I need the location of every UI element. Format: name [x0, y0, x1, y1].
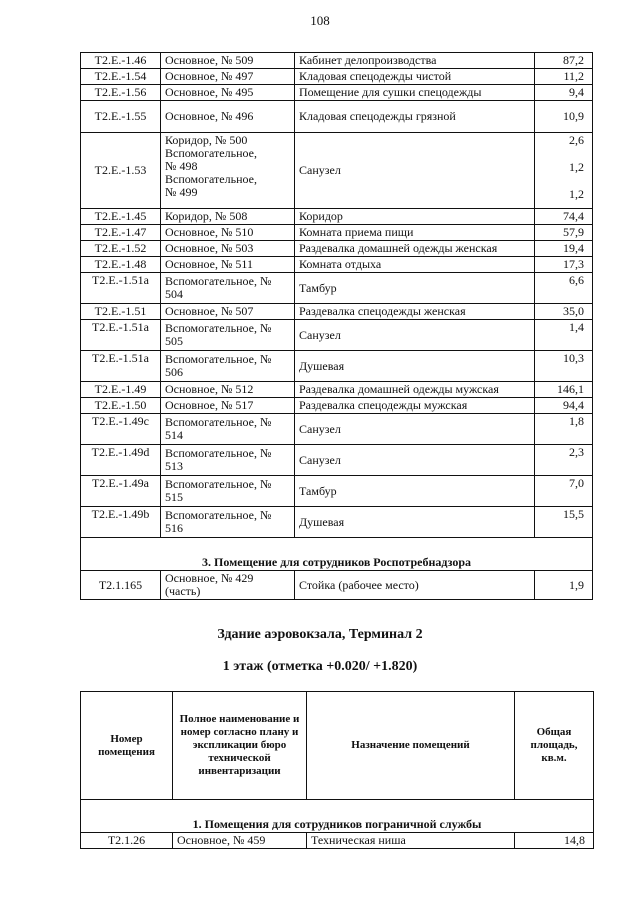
room-id: T2.E.-1.49a — [81, 476, 161, 507]
room-id: T2.E.-1.45 — [81, 209, 161, 225]
room-purpose: Санузел — [295, 414, 535, 445]
room-purpose: Тамбур — [295, 273, 535, 304]
room-purpose: Душевая — [295, 507, 535, 538]
room-id: T2.1.165 — [81, 571, 161, 600]
room-purpose: Душевая — [295, 351, 535, 382]
table-row — [81, 571, 593, 600]
room-area: 10,9 — [535, 101, 593, 133]
room-type: Основное, № 496 — [161, 101, 295, 133]
room-id: T2.E.-1.54 — [81, 69, 161, 85]
room-area: 94,4 — [535, 398, 593, 414]
room-area: 9,4 — [535, 85, 593, 101]
table-row — [81, 304, 593, 320]
room-type: Вспомогательное, № 515 — [161, 476, 295, 507]
room-type: Основное, № 503 — [161, 241, 295, 257]
room-purpose: Комната отдыха — [295, 257, 535, 273]
room-area: 2,3 — [535, 445, 593, 476]
rooms-table-terminal2 — [80, 691, 594, 849]
room-purpose: Тамбур — [295, 476, 535, 507]
table-row — [81, 414, 593, 445]
room-id: T2.E.-1.46 — [81, 53, 161, 69]
room-purpose: Комната приема пищи — [295, 225, 535, 241]
table-row — [81, 507, 593, 538]
table-row — [81, 133, 593, 209]
room-purpose: Техническая ниша — [307, 833, 515, 849]
room-area: 146,1 — [535, 382, 593, 398]
room-purpose: Санузел — [295, 320, 535, 351]
table-row — [81, 241, 593, 257]
header-area: Общая площадь, кв.м. — [515, 692, 594, 800]
table-row — [81, 85, 593, 101]
table-row — [81, 833, 594, 849]
table-row — [81, 225, 593, 241]
header-full-name: Полное наименование и номер согласно плану и экспликации бюро технической инвентаризации — [173, 692, 307, 800]
table-row — [81, 351, 593, 382]
table-row — [81, 382, 593, 398]
building-title: Здание аэровокзала, Терминал 2 — [217, 627, 423, 642]
room-id: T2.E.-1.47 — [81, 225, 161, 241]
room-type: Вспомогательное, № 514 — [161, 414, 295, 445]
room-area: 1,4 — [535, 320, 593, 351]
room-purpose: Раздевалка домашней одежды мужская — [295, 382, 535, 398]
room-type: Основное, № 429 (часть) — [161, 571, 295, 600]
room-type: Вспомогательное, № 513 — [161, 445, 295, 476]
room-id: T2.1.26 — [81, 833, 173, 849]
room-type: Основное, № 507 — [161, 304, 295, 320]
room-area: 10,3 — [535, 351, 593, 382]
room-id: T2.E.-1.55 — [81, 101, 161, 133]
section-row — [81, 800, 594, 833]
room-id: T2.E.-1.51a — [81, 351, 161, 382]
room-type: Основное, № 511 — [161, 257, 295, 273]
table-row — [81, 69, 593, 85]
room-area: 6,6 — [535, 273, 593, 304]
table-row — [81, 476, 593, 507]
table-row — [81, 53, 593, 69]
room-area: 74,4 — [535, 209, 593, 225]
room-area: 35,0 — [535, 304, 593, 320]
room-id: T2.E.-1.52 — [81, 241, 161, 257]
room-purpose: Санузел — [295, 445, 535, 476]
room-area: 19,4 — [535, 241, 593, 257]
room-purpose: Кабинет делопроизводства — [295, 53, 535, 69]
room-area: 2,6 1,2 1,2 — [535, 133, 593, 209]
room-purpose: Стойка (рабочее место) — [295, 571, 535, 600]
room-id: T2.E.-1.51a — [81, 273, 161, 304]
room-id: T2.E.-1.49b — [81, 507, 161, 538]
room-type: Вспомогательное, № 504 — [161, 273, 295, 304]
room-type: Основное, № 509 — [161, 53, 295, 69]
room-area: 17,3 — [535, 257, 593, 273]
table-row — [81, 257, 593, 273]
room-type: Коридор, № 508 — [161, 209, 295, 225]
room-type: Основное, № 510 — [161, 225, 295, 241]
room-type: Основное, № 517 — [161, 398, 295, 414]
section-title: 1. Помещения для сотрудников пограничной службы — [81, 800, 594, 833]
room-id: T2.E.-1.53 — [81, 133, 161, 209]
table-row — [81, 101, 593, 133]
section-row — [81, 538, 593, 571]
room-area: 11,2 — [535, 69, 593, 85]
floor-title: 1 этаж (отметка +0.020/ +1.820) — [222, 659, 418, 674]
room-type: Вспомогательное, № 505 — [161, 320, 295, 351]
room-area: 87,2 — [535, 53, 593, 69]
room-id: T2.E.-1.48 — [81, 257, 161, 273]
room-id: T2.E.-1.50 — [81, 398, 161, 414]
room-id: T2.E.-1.51 — [81, 304, 161, 320]
header-purpose: Назначение помещений — [307, 692, 515, 800]
page-number: 108 — [310, 13, 330, 28]
room-type: Вспомогательное, № 516 — [161, 507, 295, 538]
room-area: 7,0 — [535, 476, 593, 507]
room-purpose: Помещение для сушки спецодежды — [295, 85, 535, 101]
room-id: T2.E.-1.49 — [81, 382, 161, 398]
room-id: T2.E.-1.51a — [81, 320, 161, 351]
table-row — [81, 209, 593, 225]
section-title: 3. Помещение для сотрудников Роспотребнадзора — [81, 538, 593, 571]
room-type: Коридор, № 500 Вспомогательное, № 498 Вспомогательное, № 499 — [161, 133, 295, 209]
room-id: T2.E.-1.49d — [81, 445, 161, 476]
room-id: T2.E.-1.56 — [81, 85, 161, 101]
room-purpose: Кладовая спецодежды грязной — [295, 101, 535, 133]
room-purpose: Коридор — [295, 209, 535, 225]
room-id: T2.E.-1.49c — [81, 414, 161, 445]
table-row — [81, 445, 593, 476]
room-area: 1,9 — [535, 571, 593, 600]
room-type: Основное, № 459 — [173, 833, 307, 849]
room-type: Основное, № 495 — [161, 85, 295, 101]
room-purpose: Раздевалка спецодежды мужская — [295, 398, 535, 414]
room-area: 14,8 — [515, 833, 594, 849]
header-room-number: Номер помещения — [81, 692, 173, 800]
room-area: 57,9 — [535, 225, 593, 241]
table-row — [81, 320, 593, 351]
room-area: 1,8 — [535, 414, 593, 445]
room-type: Основное, № 512 — [161, 382, 295, 398]
room-purpose: Раздевалка спецодежды женская — [295, 304, 535, 320]
table-row — [81, 398, 593, 414]
table-row — [81, 273, 593, 304]
room-purpose: Санузел — [295, 133, 535, 209]
room-area: 15,5 — [535, 507, 593, 538]
header-row — [81, 692, 594, 800]
room-type: Вспомогательное, № 506 — [161, 351, 295, 382]
room-purpose: Кладовая спецодежды чистой — [295, 69, 535, 85]
room-purpose: Раздевалка домашней одежды женская — [295, 241, 535, 257]
room-type: Основное, № 497 — [161, 69, 295, 85]
rooms-table-continued — [80, 52, 593, 600]
